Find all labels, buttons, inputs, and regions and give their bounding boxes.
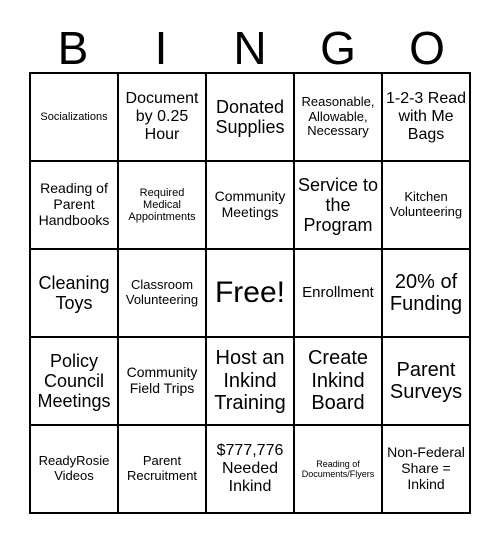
- bingo-cell[interactable]: Create Inkind Board: [294, 337, 382, 425]
- bingo-cell[interactable]: 1-2-3 Read with Me Bags: [382, 73, 470, 161]
- bingo-cell[interactable]: Community Field Trips: [118, 337, 206, 425]
- bingo-cell[interactable]: Socializations: [30, 73, 118, 161]
- header-letter-n: N: [233, 22, 267, 74]
- bingo-cell[interactable]: Reasonable, Allowable, Necessary: [294, 73, 382, 161]
- header-letter-g: G: [320, 22, 356, 74]
- bingo-board: [29, 72, 471, 514]
- bingo-cell[interactable]: Required Medical Appointments: [118, 161, 206, 249]
- header-letter-b: B: [57, 22, 89, 74]
- header-letter-o: O: [409, 22, 445, 74]
- bingo-cell[interactable]: Donated Supplies: [206, 73, 294, 161]
- bingo-cell[interactable]: Service to the Program: [294, 161, 382, 249]
- bingo-cell[interactable]: Reading of Documents/Flyers: [294, 425, 382, 513]
- bingo-cell[interactable]: Policy Council Meetings: [30, 337, 118, 425]
- bingo-header: [29, 24, 471, 72]
- bingo-cell[interactable]: Enrollment: [294, 249, 382, 337]
- bingo-cell[interactable]: Host an Inkind Training: [206, 337, 294, 425]
- bingo-cell[interactable]: ReadyRosie Videos: [30, 425, 118, 513]
- bingo-cell[interactable]: Kitchen Volunteering: [382, 161, 470, 249]
- bingo-cell[interactable]: Document by 0.25 Hour: [118, 73, 206, 161]
- bingo-cell[interactable]: Parent Surveys: [382, 337, 470, 425]
- bingo-cell[interactable]: $777,776 Needed Inkind: [206, 425, 294, 513]
- bingo-cell[interactable]: Community Meetings: [206, 161, 294, 249]
- bingo-free-space[interactable]: Free!: [206, 249, 294, 337]
- bingo-cell[interactable]: Non-Federal Share = Inkind: [382, 425, 470, 513]
- bingo-cell[interactable]: Cleaning Toys: [30, 249, 118, 337]
- bingo-cell[interactable]: Reading of Parent Handbooks: [30, 161, 118, 249]
- bingo-cell[interactable]: 20% of Funding: [382, 249, 470, 337]
- bingo-cell[interactable]: Parent Recruitment: [118, 425, 206, 513]
- bingo-cell[interactable]: Classroom Volunteering: [118, 249, 206, 337]
- header-letter-i: I: [154, 22, 168, 74]
